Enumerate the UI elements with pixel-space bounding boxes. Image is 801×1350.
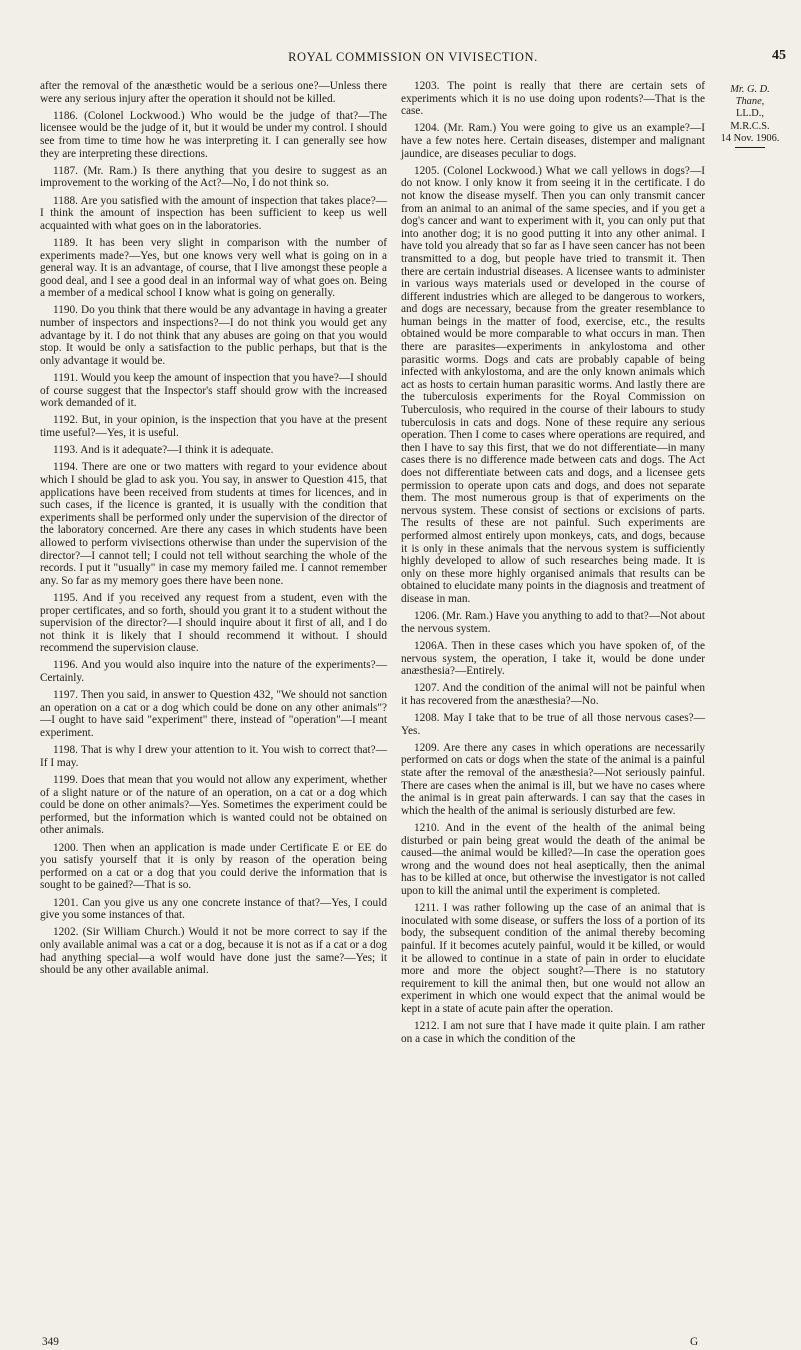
paragraph: 1202. (Sir William Church.) Would it not be more correct to say if the only available animal was a cat or a dog, because it is not as if a cat or a dog had anything special—a wolf would have done just the same?—Yes; it should be any other available animal. — [40, 926, 387, 977]
paragraph: after the removal of the anæsthetic would be a serious one?—Unless there were any serious injury after the operation it should not be killed. — [40, 80, 387, 105]
paragraph: 1188. Are you satisfied with the amount of inspection that takes place?—I think the amount of inspection has been sufficient to keep us well acquainted with what goes on in the laboratories. — [40, 194, 387, 232]
paragraph: 1206. (Mr. Ram.) Have you anything to add to that?—Not about the nervous system. — [401, 610, 705, 635]
paragraph: 1212. I am not sure that I have made it quite plain. I am rather on a case in which the condition of the — [401, 1020, 705, 1045]
paragraph: 1189. It has been very slight in comparison with the number of experiments made?—Yes, but one knows very well what is going on in a general way. It is an advantage, of course, that I live amongst these people a good deal, and I see a good deal in an informal way of what goes on. Being a member of a medical school I know what is going on generally. — [40, 236, 387, 300]
paragraph: 1195. And if you received any request from a student, even with the proper certificates, and so forth, should you grant it to a student without the supervision of the director?—I should inquire about it first of all, and I do not think it is likely that I should recommend it without. I should recommend the supervision clause. — [40, 591, 387, 655]
paragraph: 1190. Do you think that there would be any advantage in having a greater number of inspectors and inspections?—I do not think you would get any advantage by it. I do not think that any abuses are going on that you would stop. It would be only a satisfaction to the public perhaps, but that is the only advantage it would be. — [40, 304, 387, 367]
paragraph: 1211. I was rather following up the case of an animal that is inoculated with some disease, or suffers the loss of a portion of its body, the subsequent condition of the animal thereby becoming painful. If it becomes acutely painful, would it be killed, or would it be allowed to continue in a state of pain in order to elucidate more and more the object sought?—There is no statutory requirement to kill the animal then, but one would not allow an experiment in which one would expect that the animal would be kept in a state of acute pain after the operation. — [401, 902, 705, 1015]
signature-number: 349 — [42, 1336, 59, 1348]
paragraph: 1187. (Mr. Ram.) Is there anything that you desire to suggest as an improvement to the working of the Act?—No, I do not think so. — [40, 164, 387, 190]
paragraph: 1204. (Mr. Ram.) You were going to give us an example?—I have a few notes here. Certain diseases, distemper and malignant jaundice, are diseases peculiar to dogs. — [401, 122, 705, 160]
paragraph: 1210. And in the event of the health of the animal being disturbed or pain being great would the death of the animal be caused—the animal would be killed?—In case the operation goes wrong and the wound does not heal aseptically, then the animal has to be killed at once, but otherwise the investigator is not called upon to kill the animal until the experiment is completed. — [401, 822, 705, 897]
page-header — [40, 48, 786, 68]
paragraph: 1192. But, in your opinion, is the inspection that you have at the present time useful?—Yes, it is useful. — [40, 414, 387, 439]
paragraph: 1199. Does that mean that you would not allow any experiment, whether of a slight nature or of the nature of an operation, on a cat or a dog which could be done on other animals?—Yes. Sometimes the experiment could be performed, but the information which is wanted could not be obtained on other animals. — [40, 774, 387, 837]
paragraph: 1207. And the condition of the animal will not be painful when it has recovered from the anæsthesia?—No. — [401, 682, 705, 707]
paragraph: 1194. There are one or two matters with regard to your evidence about which I should be glad to ask you. You say, in answer to Question 415, that applications have been received from students at times for licences, and in such cases, if the licence is granted, it is usually with the condition that experiments shall be performed only under the supervision of the director of the laboratory concerned. Are there any cases in which students have been allowed to perform vivisections otherwise than under the supervision of the director?—I cannot tell; I could not tell without searching the whole of the records. I put it "usually" in case my memory failed me. I cannot remember any. So far as my memory goes there have been none. — [40, 461, 387, 587]
witness-degree: M.R.C.S. — [730, 120, 770, 132]
witness-margin-note — [712, 84, 788, 148]
running-title: ROYAL COMMISSION ON VIVISECTION. — [288, 50, 538, 64]
signature-letter: G — [690, 1336, 699, 1348]
paragraph: 1200. Then when an application is made under Certificate E or EE do you satisfy yourself that it is only by reason of the operation being performed on a cat or a dog that you could derive the information that is sought to be gained?—That is so. — [40, 841, 387, 892]
paragraph: 1203. The point is really that there are certain sets of experiments which it is no use doing upon rodents?—That is the case. — [401, 80, 705, 118]
paragraph: 1197. Then you said, in answer to Question 432, "We should not sanction an operation on a cat or a dog which could be done on any other animals"?—I ought to have said "experiment" there, instead of "operation"—I meant experiment. — [40, 689, 387, 740]
paragraph: 1193. And is it adequate?—I think it is adequate. — [53, 444, 274, 457]
paragraph: 1196. And you would also inquire into the nature of the experiments?—Certainly. — [40, 659, 387, 685]
witness-name-line2: Thane, — [735, 96, 765, 108]
paragraph: 1208. May I take that to be true of all those nervous cases?—Yes. — [401, 712, 705, 737]
page-number: 45 — [772, 48, 786, 63]
right-column — [401, 80, 705, 1050]
witness-name: Mr. G. D. — [730, 84, 770, 95]
paragraph: 1206A. Then in these cases which you have spoken of, of the nervous system, the operation, I take it, would be done under anæsthesia?—Entirely. — [401, 639, 705, 678]
divider — [735, 147, 765, 148]
paragraph: 1205. (Colonel Lockwood.) What we call yellows in dogs?—I do not know. I only know it from seeing it in the certificate. I do not know the disease myself. Then you can only transmit cancer from an animal to an animal of the same species, and if you get a dog's cancer and want to experiment with it, you can only put that into another dog; it is no good putting it into any other animal. I have told you already that so far as I have seen cancer has not been transmitted to a dog, but people have tried to transmit it. Then there are certain industrial diseases. A licensee wants to administer in various ways materials used or developed in the course of different industries which are alleged to be dangerous to workers, and dogs are necessary, because from the greater resemblance to human beings in the matter of food, exercise, etc., the results obtained would be more comparable to what occurs in man. Then there are parasites—experiments in ankylostoma and other parasitic worms. Dogs and cats are probably capable of being infected with ankylostoma, and are the only known animals which act as hosts to certain human parasitic worms. And lastly there are the tuberculosis experiments for the Royal Commission on Tuberculosis, who required in the course of their labours to study tuberculosis in cats and dogs. None of these require any serious operation. Then I come to cases where operations are required, and then I have to say this first, that we do not differentiate—in many cases there is no difference made between cats and dogs. The Act does not differentiate between cats and dogs, and a licensee gets permission to operate upon cats and dogs, and does not separate them. The most numerous group is that of experiments on the nervous system. These consist of sections or excisions of parts. The results of these are not painful. Such experiments are performed almost entirely upon monkeys, cats, and dogs, because it is only in these animals that the nervous system is sufficiently highly developed to allow of such researches being made. It is only on these more highly organised animals that results can be obtained to elucidate many points in the diagnosis and treatment of disease in man. — [401, 164, 705, 605]
paragraph: 1191. Would you keep the amount of inspection that you have?—I should of course suggest that the Inspector's staff should grow with the increased work demanded of it. — [40, 372, 387, 410]
witness-degree: LL.D., — [736, 108, 764, 120]
paragraph: 1186. (Colonel Lockwood.) Who would be the judge of that?—The licensee would be the judge of it, but it would be under my control. I should see from time to time how he was interpreting it. I can generally see how they are interpreting these directions. — [40, 109, 387, 160]
paragraph: 1201. Can you give us any one concrete instance of that?—Yes, I could give you some instances of that. — [40, 896, 387, 922]
witness-date: 14 Nov. 1906. — [720, 132, 780, 144]
left-column — [40, 80, 387, 981]
paragraph: 1209. Are there any cases in which operations are necessarily performed on cats or dogs when the state of the animal is a painful state after the removal of the anæsthesia?—Not seriously painful. There are cases when the animal is ill, but we have no cases where the animal is in great pain afterwards. I can say that the cases in which the health of the animal is seriously disturbed are few. — [401, 741, 705, 817]
paragraph: 1198. That is why I drew your attention to it. You wish to correct that?—If I may. — [40, 744, 387, 769]
